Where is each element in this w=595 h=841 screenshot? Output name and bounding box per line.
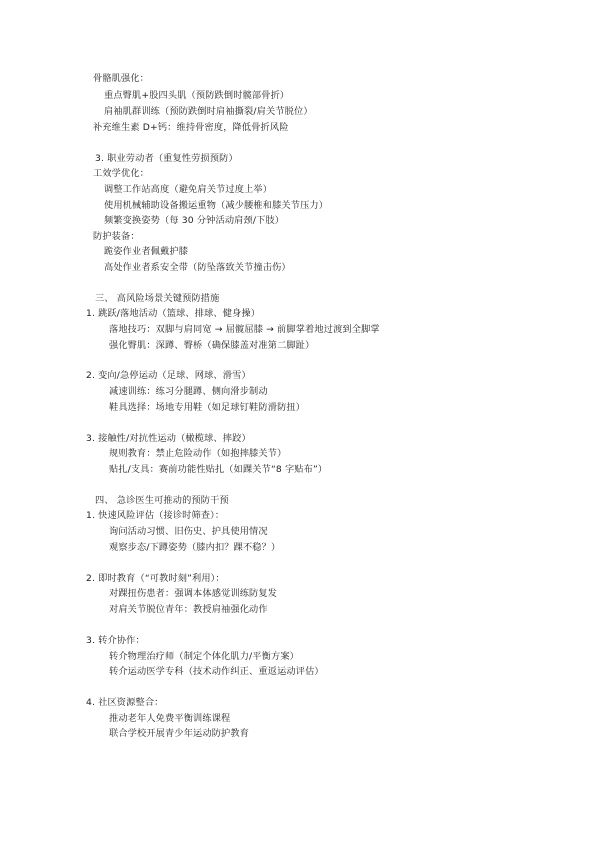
text-line: 防护装备： — [93, 231, 140, 242]
text-line: 减速训练：练习分腿蹲、侧向滑步制动 — [109, 386, 268, 397]
text-line: 骨骼肌强化： — [93, 73, 150, 84]
list-item: 4. 社区资源整合： — [86, 697, 164, 708]
list-item: 3. 接触性/对抗性运动（橄榄球、摔跤） — [86, 433, 251, 444]
text-line: 询问活动习惯、旧伤史、护具使用情况 — [109, 526, 268, 537]
text-line: 对踝扭伤患者：强调本体感觉训练防复发 — [109, 588, 278, 599]
text-line: 对肩关节脱位青年：教授肩袖强化动作 — [109, 604, 268, 615]
text-line: 肩袖肌群训练（预防跌倒时肩袖撕裂/肩关节脱位） — [104, 106, 313, 117]
text-line: 观察步态/下蹲姿势（膝内扣？踝不稳？） — [109, 542, 281, 553]
text-line: 联合学校开展青少年运动防护教育 — [109, 728, 250, 739]
text-line: 工效学优化： — [93, 168, 150, 179]
text-line: 转介物理治疗师（制定个体化肌力/平衡方案） — [109, 651, 299, 662]
text-line: 落地技巧：双脚与肩同宽 → 屈髋屈膝 → 前脚掌着地过渡到全脚掌 — [109, 324, 380, 335]
text-line: 调整工作站高度（避免肩关节过度上举） — [104, 184, 273, 195]
section-heading: 3. 职业劳动者（重复性劳损预防） — [95, 153, 238, 164]
section-heading: 三、 高风险场景关键预防措施 — [95, 293, 220, 304]
list-item: 2. 即时教育（“可教时刻”利用）： — [86, 573, 225, 584]
list-item: 3. 转介协作： — [86, 635, 145, 646]
text-line: 频繁变换姿势（每 30 分钟活动肩颈/下肢） — [104, 215, 285, 226]
text-line: 高处作业者系安全带（防坠落致关节撞击伤） — [104, 262, 291, 273]
list-item: 2. 变向/急停运动（足球、网球、滑雪） — [86, 370, 251, 381]
text-line: 鞋具选择：场地专用鞋（如足球钉鞋防滑防扭） — [109, 402, 306, 413]
text-line: 跪姿作业者佩戴护膝 — [104, 246, 189, 257]
list-item: 1. 跳跃/落地活动（篮球、排球、健身操） — [86, 308, 261, 319]
text-line: 推动老年人免费平衡训练课程 — [109, 713, 231, 724]
text-line: 重点臀肌+股四头肌（预防跌倒时髋部骨折） — [104, 90, 290, 101]
text-line: 贴扎/支具：赛前功能性贴扎（如踝关节“8 字贴布”） — [109, 464, 328, 475]
text-line: 使用机械辅助设备搬运重物（减少腰椎和膝关节压力） — [104, 200, 329, 211]
list-item: 1. 快速风险评估（接诊时筛查）： — [86, 510, 225, 521]
text-line: 转介运动医学专科（技术动作纠正、重返运动评估） — [109, 666, 324, 677]
section-heading: 四、 急诊医生可推动的预防干预 — [95, 495, 229, 506]
text-line: 规则教育：禁止危险动作（如抱摔膝关节） — [109, 448, 287, 459]
text-line: 强化臀肌：深蹲、臀桥（确保膝盖对准第二脚趾） — [109, 340, 315, 351]
text-line: 补充维生素 D+钙：维持骨密度，降低骨折风险 — [93, 122, 289, 133]
